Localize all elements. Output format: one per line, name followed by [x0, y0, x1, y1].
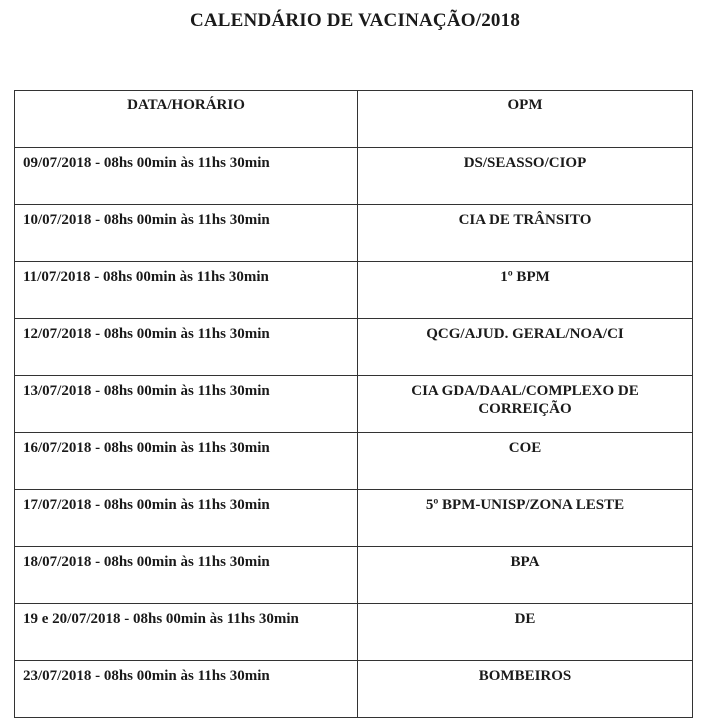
row-opm: 5º BPM-UNISP/ZONA LESTE [358, 490, 693, 547]
table-row [15, 148, 693, 205]
table-row [15, 205, 693, 262]
header-opm: OPM [358, 91, 693, 148]
row-opm: BPA [358, 547, 693, 604]
row-opm: CIA GDA/DAAL/COMPLEXO DE CORREIÇÃO [358, 376, 693, 433]
row-date-time: 16/07/2018 - 08hs 00min às 11hs 30min [15, 433, 358, 490]
table-row [15, 319, 693, 376]
row-opm: CIA DE TRÂNSITO [358, 205, 693, 262]
row-date-time: 10/07/2018 - 08hs 00min às 11hs 30min [15, 205, 358, 262]
row-opm: DE [358, 604, 693, 661]
table-row [15, 661, 693, 718]
vaccination-schedule-table [14, 90, 693, 718]
row-opm: 1º BPM [358, 262, 693, 319]
table-row [15, 490, 693, 547]
row-date-time: 13/07/2018 - 08hs 00min às 11hs 30min [15, 376, 358, 433]
row-date-time: 17/07/2018 - 08hs 00min às 11hs 30min [15, 490, 358, 547]
table-row [15, 376, 693, 433]
row-date-time: 23/07/2018 - 08hs 00min às 11hs 30min [15, 661, 358, 718]
row-opm: DS/SEASSO/CIOP [358, 148, 693, 205]
table-header-row [15, 91, 693, 148]
table-row [15, 547, 693, 604]
row-opm: COE [358, 433, 693, 490]
document-title: CALENDÁRIO DE VACINAÇÃO/2018 [189, 10, 521, 31]
row-date-time: 12/07/2018 - 08hs 00min às 11hs 30min [15, 319, 358, 376]
row-date-time: 11/07/2018 - 08hs 00min às 11hs 30min [15, 262, 358, 319]
table-row [15, 433, 693, 490]
row-opm: QCG/AJUD. GERAL/NOA/CI [358, 319, 693, 376]
header-date-time: DATA/HORÁRIO [15, 91, 358, 148]
row-date-time: 18/07/2018 - 08hs 00min às 11hs 30min [15, 547, 358, 604]
table-row [15, 604, 693, 661]
row-date-time: 09/07/2018 - 08hs 00min às 11hs 30min [15, 148, 358, 205]
table-row [15, 262, 693, 319]
row-date-time: 19 e 20/07/2018 - 08hs 00min às 11hs 30min [15, 604, 358, 661]
row-opm: BOMBEIROS [358, 661, 693, 718]
